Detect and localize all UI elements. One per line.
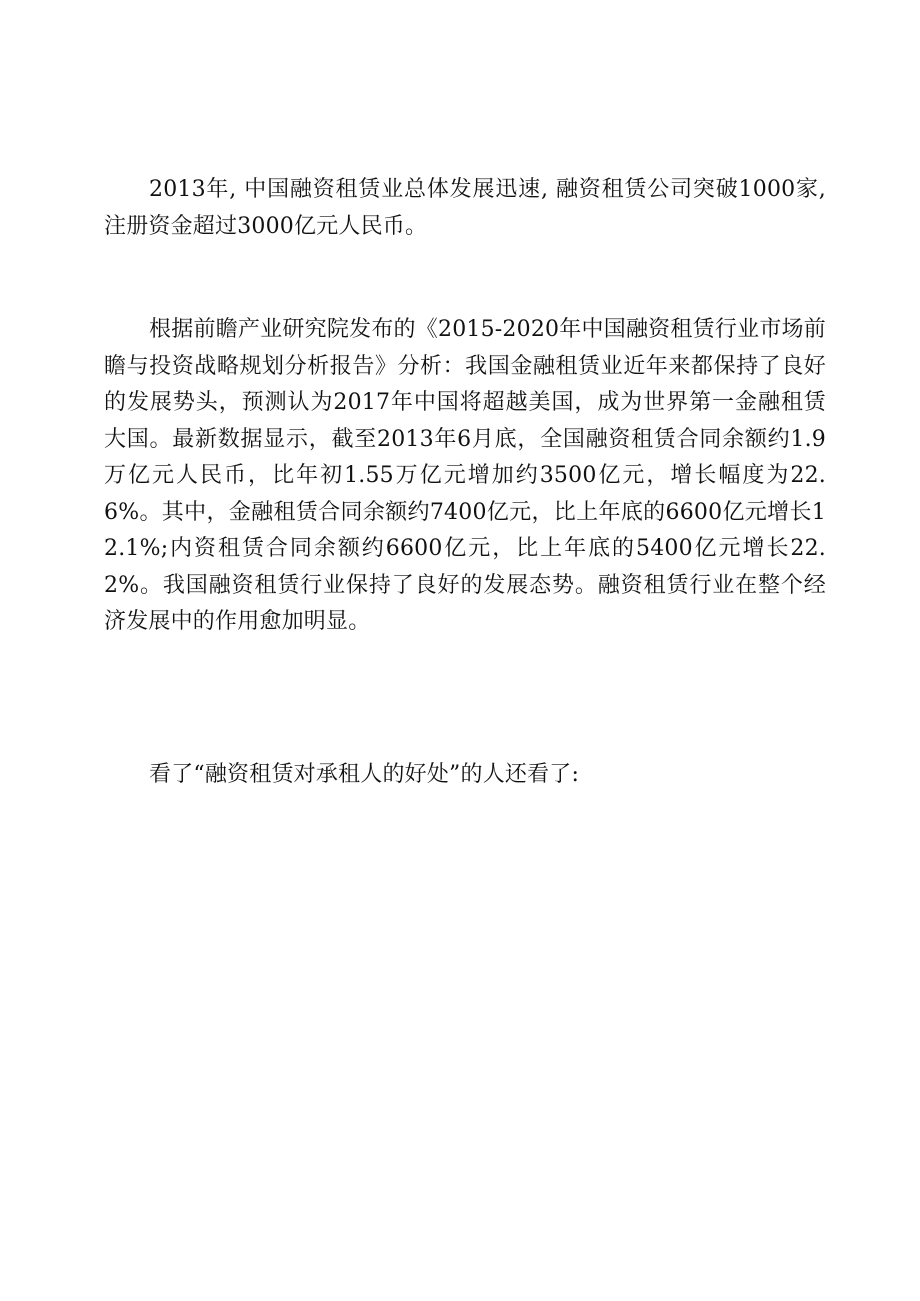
- paragraph-industry-overview: 2013年, 中国融资租赁业总体发展迅速, 融资租赁公司突破1000家, 注册资金超过3000亿元人民币。: [104, 177, 826, 239]
- paragraph-market-report-analysis: 根据前瞻产业研究院发布的《2015-2020年中国融资租赁行业市场前瞻与投资战略规划分析报告》分析：我国金融租赁业近年来都保持了良好的发展势头，预测认为2017年中国将超越美国，成为世界第一金融租赁大国。最新数据显示，截至2013年6月底，全国融资租赁合同余额约1.9万亿元人民币，比年初1.55万亿元增加约3500亿元，增长幅度为22.6%。其中，金融租赁合同余额约7400亿元，比上年底的6600亿元增长12.1%;内资租赁合同余额约6600亿元，比上年底的5400亿元增长22.2%。我国融资租赁行业保持了良好的发展态势。融资租赁行业在整个经济发展中的作用愈加明显。: [104, 317, 826, 634]
- paragraph-related-reading: 看了“融资租赁对承租人的好处”的人还看了:: [149, 762, 580, 787]
